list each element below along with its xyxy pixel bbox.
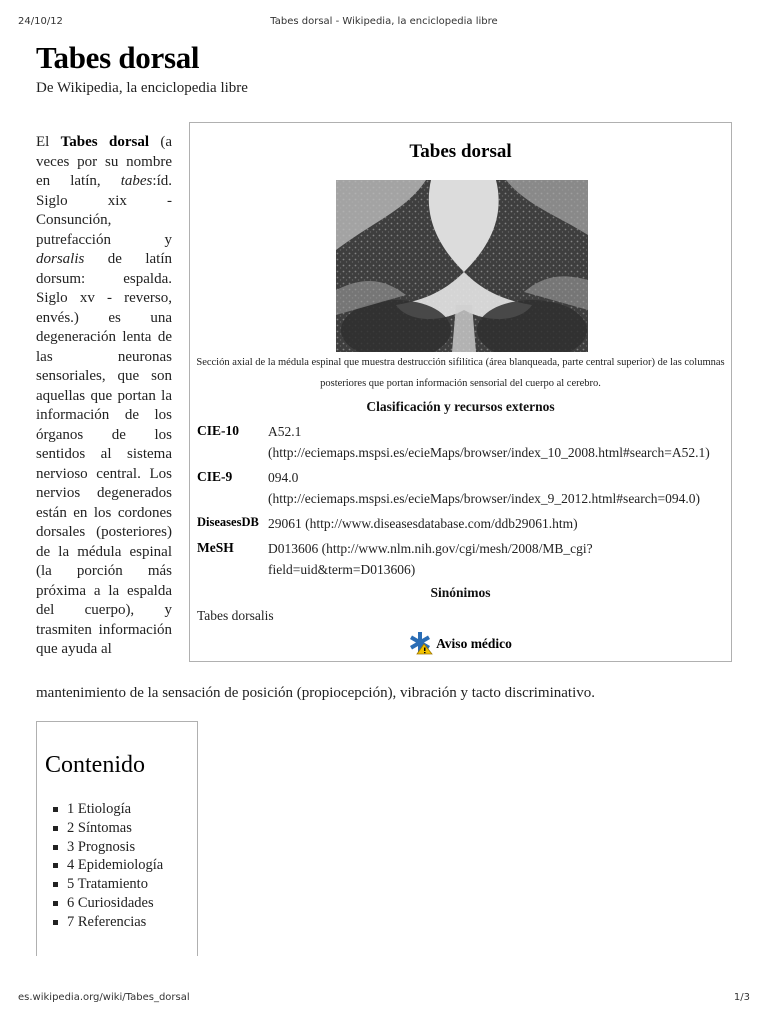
article-subject: Tabes dorsal [60,134,149,150]
synonyms-header: Sinónimos [430,585,491,600]
toc-item-referencias[interactable]: 7 Referencias [67,913,163,932]
toc-item-etiologia[interactable]: 1 Etiología [67,800,163,819]
print-url: es.wikipedia.org/wiki/Tabes_dorsal [18,992,190,1003]
latin-term: dorsalis [36,251,85,267]
diseasesdb-label: DiseasesDB [197,515,259,529]
medical-notice[interactable] [190,631,731,659]
print-date: 24/10/12 [18,16,63,27]
page-title: Tabes dorsal [36,40,200,75]
toc-item-curiosidades[interactable]: 6 Curiosidades [67,894,163,913]
image-caption: Sección axial de la médula espinal que muestra destrucción sifilítica (área blanqueada, parte central superior) de las columnas posteriores que portan información sensorial del cuerpo al cerebro. [196,357,725,389]
diseasesdb-value[interactable]: 29061 (http://www.diseasesdatabase.com/ddb29061.htm) [268,516,578,531]
print-document-title: Tabes dorsal - Wikipedia, la enciclopedia libre [270,16,498,27]
toc-list [67,800,163,932]
cie10-label: CIE-10 [197,423,240,438]
mesh-label: MeSH [197,540,234,555]
intro-paragraph: El Tabes dorsal (a veces por su nombre en latín, tabes:íd. Siglo xix - Consunción, putrefacción y dorsalis de latín dorsum: espalda. Siglo xv - reverso, envés.) es una degeneración lenta de las neuronas sensoriales, que son aquellas que portan la información de los órganos de los sentidos al sistema nervioso central. Los nervios degenerados están en los cordones dorsales (posteriores) de la médula espinal (la porción más próxima a la espalda del cuerpo), y trasmiten información que ayuda al [36,134,172,657]
toc-item-epidemiologia[interactable]: 4 Epidemiología [67,857,164,874]
medical-warning-icon [409,631,433,659]
intro-continuation: mantenimiento de la sensación de posición (propiocepción), vibración y tacto discriminativo. [36,685,596,701]
infobox [189,122,732,662]
toc-item-prognosis[interactable]: 3 Prognosis [67,838,163,857]
latin-term-link[interactable]: tabes [120,173,153,189]
cie9-label: CIE-9 [197,469,233,484]
cie10-value[interactable]: A52.1 (http://eciemaps.mspsi.es/ecieMaps/browser/index_10_2008.html#search=A52.1) [268,424,710,460]
toc-item-tratamiento[interactable]: 5 Tratamiento [67,875,163,894]
table-of-contents [36,721,198,956]
toc-item-sintomas[interactable]: 2 Síntomas [67,819,163,838]
spinal-cord-image[interactable] [336,180,588,352]
page-indicator: 1/3 [733,992,750,1003]
page-subtitle: De Wikipedia, la enciclopedia libre [36,80,248,96]
mesh-value[interactable]: D013606 (http://www.nlm.nih.gov/cgi/mesh/2008/MB_cgi?field=uid&term=D013606) [268,541,593,577]
classification-header: Clasificación y recursos externos [366,399,555,414]
medical-notice-label: Aviso médico [436,636,512,652]
infobox-title: Tabes dorsal [409,141,512,162]
cie9-value[interactable]: 094.0 (http://eciemaps.mspsi.es/ecieMaps/browser/index_9_2012.html#search=094.0) [268,470,701,506]
spinal-cord-section-illustration [336,180,588,352]
toc-title: Contenido [45,752,145,778]
synonym-value: Tabes dorsalis [197,608,274,623]
